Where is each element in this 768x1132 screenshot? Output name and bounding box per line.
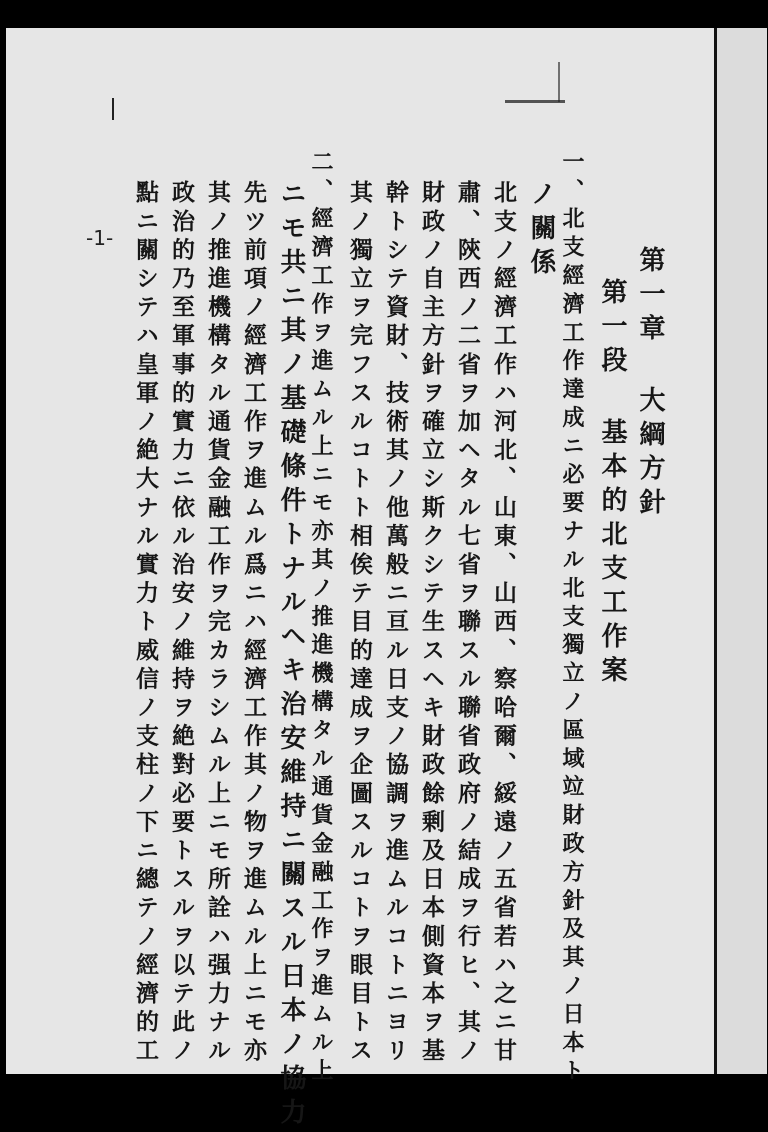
text-column: 幹トシテ資財、技術其ノ他萬般ニ亘ル日支ノ協調ヲ進ムルコトニヨリ [382, 180, 409, 1067]
text-column: 二、經濟工作ヲ進ムル上ニモ亦其ノ推進機構タル通貨金融工作ヲ進ムル上 [308, 150, 334, 1088]
text-column: 財政ノ自主方針ヲ確立シ斯クシテ生スヘキ財政餘剰及日本側資本ヲ基 [418, 180, 445, 1067]
text-column: ノ關係 [526, 180, 556, 282]
scan-mark [505, 100, 565, 103]
chapter-title: 第一章 大綱方針 [635, 246, 665, 522]
margin-mark: -1- [86, 226, 114, 250]
text-column: ニモ共ニ其ノ基礎條件トナルヘキ治安維持ニ關スル日本ノ協力 [276, 180, 306, 1132]
text-column: 肅、陝西ノ二省ヲ加ヘタル七省ヲ聯スル聯省政府ノ結成ヲ行ヒ、其ノ [454, 180, 481, 1067]
scan-mark [558, 62, 560, 102]
text-column: 先ツ前項ノ經濟工作ヲ進ムル爲ニハ經濟工作其ノ物ヲ進ムル上ニモ亦 [240, 180, 267, 1067]
adjacent-page-edge [714, 28, 767, 1074]
text-column: 北支ノ經濟工作ハ河北、山東、山西、察哈爾、綏遠ノ五省若ハ之ニ甘 [490, 180, 517, 1067]
text-column: 一、北支經濟工作達成ニ必要ナル北支獨立ノ區域竝財政方針及其ノ日本ト [559, 150, 585, 1088]
scan-mark [112, 98, 114, 120]
text-column: 政治的乃至軍事的實力ニ依ル治安ノ維持ヲ絶對必要トスルヲ以テ此ノ [168, 180, 195, 1067]
scan-top-border [0, 0, 768, 28]
text-column: 其ノ推進機構タル通貨金融工作ヲ完カラシムル上ニモ所詮ハ强力ナル [204, 180, 231, 1067]
text-column: 點ニ關シテハ皇軍ノ絶大ナル實力ト威信ノ支柱ノ下ニ總テノ經濟的工 [132, 180, 159, 1067]
text-column: 其ノ獨立ヲ完フスルコトト相俟テ目的達成ヲ企圖スルコトヲ眼目トス [346, 180, 373, 1067]
section-title: 第一段 基本的北支工作案 [597, 278, 627, 690]
